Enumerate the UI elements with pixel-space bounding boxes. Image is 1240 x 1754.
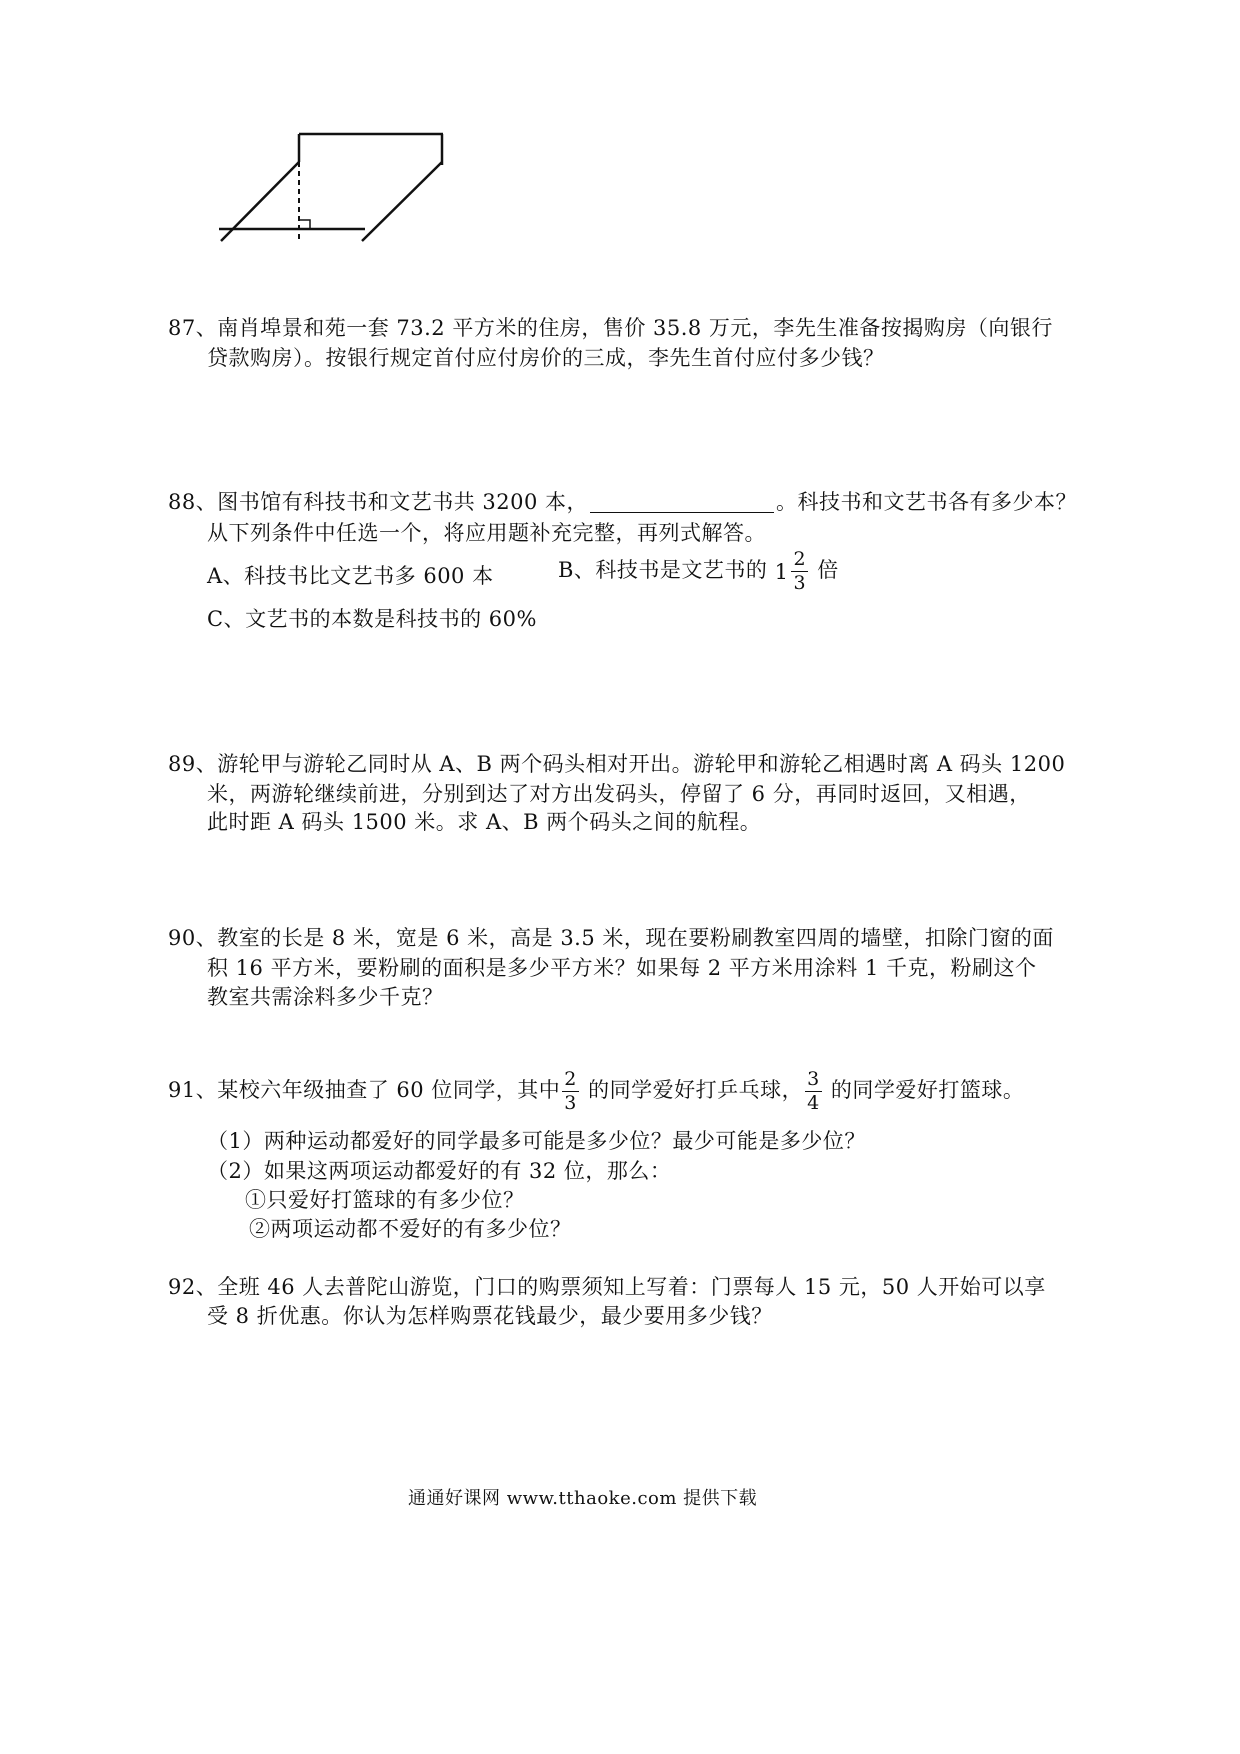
q91-fraction-two-thirds (562, 1070, 579, 1113)
q91-frac1-denominator: 3 (564, 1092, 577, 1114)
q92-line-2: 受 8 折优惠。你认为怎样购票花钱最少，最少要用多少钱？ (207, 1304, 773, 1328)
q91-sub-1: （1）两种运动都爱好的同学最多可能是多少位？最少可能是多少位？ (207, 1129, 866, 1153)
q88-option-b (558, 550, 839, 593)
q91-stem-mid: 的同学爱好打乒乓球， (580, 1078, 804, 1102)
q88-mixed-number (775, 550, 810, 593)
q88-option-a: A、科技书比文艺书多 600 本 (207, 564, 494, 588)
q88-fill-blank (590, 490, 774, 513)
q88-line-2: 从下列条件中任选一个，将应用题补充完整，再列式解答。 (207, 521, 766, 545)
q91-stem-pre: 91、某校六年级抽查了 60 位同学，其中 (168, 1078, 561, 1102)
q87-line-2: 贷款购房）。按银行规定首付应付房价的三成，李先生首付应付多少钱？ (207, 346, 885, 370)
q90-line-1: 90、教室的长是 8 米，宽是 6 米，高是 3.5 米，现在要粉刷教室四周的墙壁，扣除门窗的面 (168, 926, 1054, 950)
figure-right-slant-edge (362, 162, 442, 241)
q87-line-1: 87、南肖埠景和苑一套 73.2 平方米的住房，售价 35.8 万元，李先生准备按揭购房（向银行 (168, 316, 1053, 340)
q89-line-3: 此时距 A 码头 1500 米。求 A、B 两个码头之间的航程。 (207, 810, 762, 834)
q89-line-2: 米，两游轮继续前进，分别到达了对方出发码头，停留了 6 分，再同时返回，又相遇， (207, 782, 1031, 806)
figure-right-angle-mark (299, 220, 310, 229)
q91-fraction-three-quarters (805, 1070, 822, 1113)
q90-line-3: 教室共需涂料多少千克？ (207, 985, 444, 1009)
q88-option-c: C、文艺书的本数是科技书的 60% (207, 607, 537, 631)
q88-fraction-numerator: 2 (793, 548, 807, 570)
q88-option-b-pre: B、科技书是文艺书的 (558, 558, 775, 582)
q91-frac2-numerator: 3 (807, 1068, 820, 1090)
q91-stem (168, 1070, 1024, 1113)
page-footer: 通通好课网 www.tthaoke.com 提供下载 (408, 1488, 758, 1509)
q91-stem-post: 的同学爱好打篮球。 (823, 1078, 1025, 1102)
q91-frac2-denominator: 4 (807, 1092, 820, 1114)
q88-line-1 (168, 486, 1077, 516)
q88-stem-pre: 88、图书馆有科技书和文艺书共 3200 本， (168, 490, 589, 514)
q91-sub-2: （2）如果这两项运动都爱好的有 32 位，那么： (207, 1159, 672, 1183)
q88-mixed-fraction (791, 550, 808, 593)
q88-fraction-denominator: 3 (793, 572, 807, 594)
q92-line-1: 92、全班 46 人去普陀山游览，门口的购票须知上写着：门票每人 15 元，50 人开始可以享 (168, 1275, 1046, 1299)
q91-frac1-numerator: 2 (564, 1068, 577, 1090)
q91-sub-2a: ①只爱好打篮球的有多少位？ (245, 1188, 525, 1212)
q91-sub-2b: ②两项运动都不爱好的有多少位？ (249, 1217, 572, 1241)
q90-line-2: 积 16 平方米，要粉刷的面积是多少平方米？如果每 2 平方米用涂料 1 千克，粉刷这个 (207, 956, 1037, 980)
q88-stem-post: 。科技书和文艺书各有多少本？ (776, 490, 1078, 514)
q89-line-1: 89、游轮甲与游轮乙同时从 A、B 两个码头相对开出。游轮甲和游轮乙相遇时离 A 码头 1200 (168, 752, 1066, 776)
q88-mixed-whole: 1 (774, 559, 789, 584)
q88-option-b-post: 倍 (810, 558, 839, 582)
